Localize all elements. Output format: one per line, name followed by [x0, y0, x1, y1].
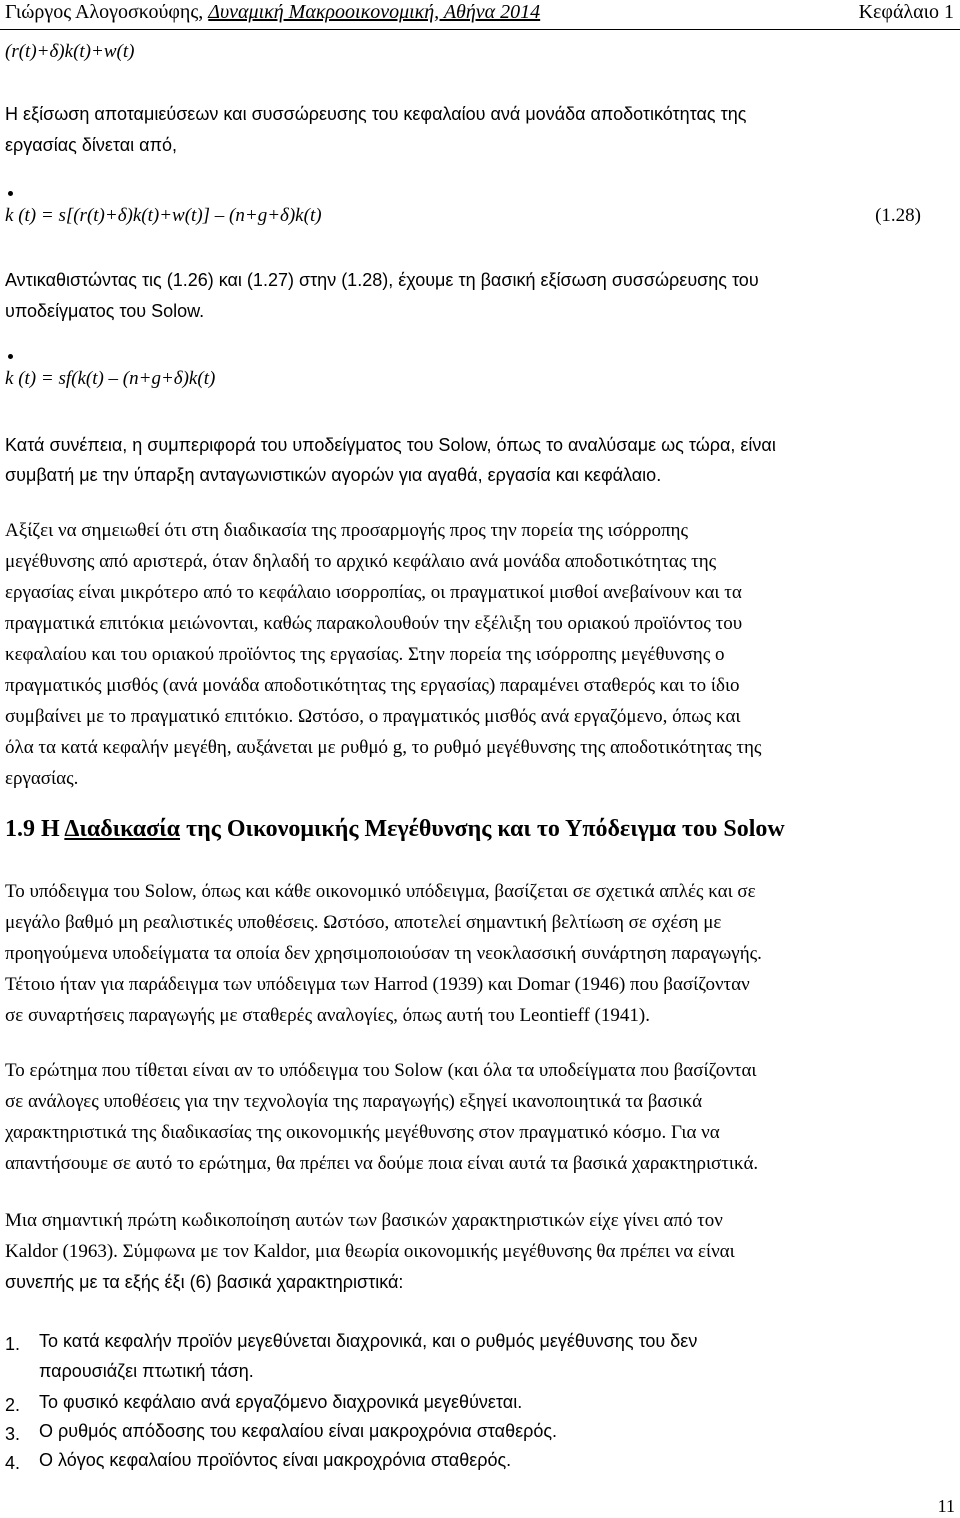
text-line: Τέτοιο ήταν για παράδειγμα των υπόδειγμα των Harrod (1939) και Domar (1946) που βασίζονταν [5, 974, 750, 995]
text-line: Μια σημαντική πρώτη κωδικοποίηση αυτών των βασικών χαρακτηριστικών είχε γίνει από τον [5, 1210, 723, 1231]
list-number: 1. [5, 1334, 21, 1354]
time-derivative-dot [8, 354, 13, 359]
text-line: συνεπής με τα εξής έξι (6) βασικά χαρακτηριστικά: [5, 1272, 404, 1292]
list-number: 3. [5, 1424, 21, 1444]
section-heading-prefix: 1.9 Η [5, 816, 65, 842]
text-line: Κατά συνέπεια, η συμπεριφορά του υποδείγματος του Solow, όπως το αναλύσαμε ως τώρα, είναι [5, 435, 776, 455]
list-text: παρουσιάζει πτωτική τάση. [39, 1361, 254, 1381]
equation-rhs: (t) = s[(r(t)+δ)k(t)+w(t)] – (n+g+δ)k(t) [18, 205, 322, 226]
text-line: συμβαίνει με το πραγματικό επιτόκιο. Ωστόσο, ο πραγματικός μισθός ανά εργαζόμενο, όπως και [5, 706, 741, 727]
text-line: πραγματικός μισθός (ανά μονάδα αποδοτικότητας της εργασίας) παραμένει σταθερός και το ίδιο [5, 675, 740, 696]
list-text: Ο λόγος κεφαλαίου προϊόντος είναι μακροχρόνια σταθερός. [39, 1450, 512, 1470]
list-text: Το φυσικό κεφάλαιο ανά εργαζόμενο διαχρονικά μεγεθύνεται. [39, 1392, 523, 1412]
list-text: Το κατά κεφαλήν προϊόν μεγεθύνεται διαχρονικά, και ο ρυθμός μεγέθυνσης του δεν [39, 1331, 698, 1351]
text-line: κεφαλαίου και του οριακού προϊόντος της εργασίας. Στην πορεία της ισόρροπης μεγέθυνσης ο [5, 644, 725, 665]
list-text: Ο ρυθμός απόδοσης του κεφαλαίου είναι μακροχρόνια σταθερός. [39, 1421, 558, 1441]
text-line: χαρακτηριστικά της διαδικασίας της οικονομικής μεγέθυνσης στον πραγματικό κόσμο. Για να [5, 1122, 720, 1143]
equation-rhs: (t) = sf(k(t) – (n+g+δ)k(t) [18, 368, 216, 389]
text-line: Η εξίσωση αποταμιεύσεων και συσσώρευσης του κεφαλαίου ανά μονάδα αποδοτικότητας της [5, 104, 747, 124]
running-header [0, 0, 960, 30]
text-line: πραγματικά επιτόκια μειώνονται, καθώς παρακολουθούν την εξέλιξη του οριακού προϊόντος του [5, 613, 743, 634]
equation-number: (1.28) [875, 205, 921, 226]
text-line: απαντήσουμε σε αυτό το ερώτημα, θα πρέπει να δούμε ποια είναι αυτά τα βασικά χαρακτηριστικά. [5, 1153, 759, 1174]
equation-body [5, 205, 322, 227]
header-author: Γιώργος Αλογοσκούφης, [5, 1, 204, 23]
list-number: 2. [5, 1395, 21, 1415]
text-line: Το ερώτημα που τίθεται είναι αν το υπόδειγμα του Solow (και όλα τα υποδείγματα που βασίζονται [5, 1060, 757, 1081]
text-line: υποδείγματος του Solow. [5, 301, 205, 321]
header-citation [5, 1, 540, 23]
time-derivative-dot [8, 191, 13, 196]
text-line: Το υπόδειγμα του Solow, όπως και κάθε οικονομικό υπόδειγμα, βασίζεται σε σχετικά απλές και σε [5, 881, 756, 902]
text-line: Kaldor (1963). Σύμφωνα με τον Kaldor, μια θεωρία οικονομικής μεγέθυνσης θα πρέπει να είναι [5, 1241, 735, 1262]
text-line: προηγούμενα υποδείγματα τα οποία δεν χρησιμοποιούσαν τη νεοκλασσική συνάρτηση παραγωγής. [5, 943, 762, 964]
text-line: σε συναρτήσεις παραγωγής με σταθερές αναλογίες, όπως αυτή του Leontieff (1941). [5, 1005, 650, 1026]
text-line: Αντικαθιστώντας τις (1.26) και (1.27) στην (1.28), έχουμε τη βασική εξίσωση συσσώρευσης του [5, 270, 759, 290]
list-number: 4. [5, 1453, 21, 1473]
text-line: όλα τα κατά κεφαλήν μεγέθη, αυξάνεται με ρυθμό g, το ρυθμό μεγέθυνσης της αποδοτικότητας της [5, 737, 762, 758]
text-line: μεγέθυνσης από αριστερά, όταν δηλαδή το αρχικό κεφάλαιο ανά μονάδα αποδοτικότητας της [5, 551, 717, 572]
section-heading-underlined: Διαδικασία [64, 816, 181, 842]
equation-k: k [5, 205, 14, 226]
section-heading-rest: της Οικονομικής Μεγέθυνσης και το Υπόδειγμα του Solow [180, 816, 785, 842]
page-number: 11 [937, 1496, 955, 1516]
equation-k: k [5, 368, 14, 389]
text-line: Αξίζει να σημειωθεί ότι στη διαδικασία της προσαρμογής προς την πορεία της ισόρροπης [5, 520, 689, 541]
text-line: εργασίας δίνεται από, [5, 135, 178, 155]
text-line: εργασίας. [5, 768, 79, 789]
text-line: σε ανάλογες υποθέσεις για την τεχνολογία της παραγωγής) εξηγεί ικανοποιητικά τα βασικά [5, 1091, 703, 1112]
header-chapter: Κεφάλαιο 1 [858, 1, 954, 23]
text-line: συμβατή με την ύπαρξη ανταγωνιστικών αγορών για αγαθά, εργασία και κεφάλαιο. [5, 465, 662, 485]
equation-fragment: (r(t)+δ)k(t)+w(t) [5, 41, 135, 62]
text-line: εργασίας είναι μικρότερο από το κεφάλαιο ισορροπίας, οι πραγματικοί μισθοί ανεβαίνουν και τα [5, 582, 742, 603]
text-line: μεγάλο βαθμό μη ρεαλιστικές υποθέσεις. Ωστόσο, αποτελεί σημαντική βελτίωση σε σχέση με [5, 912, 722, 933]
header-book-title: Δυναμική Μακροοικονομική, Αθήνα 2014 [208, 1, 541, 23]
section-heading [5, 815, 785, 843]
equation-body [5, 368, 215, 390]
